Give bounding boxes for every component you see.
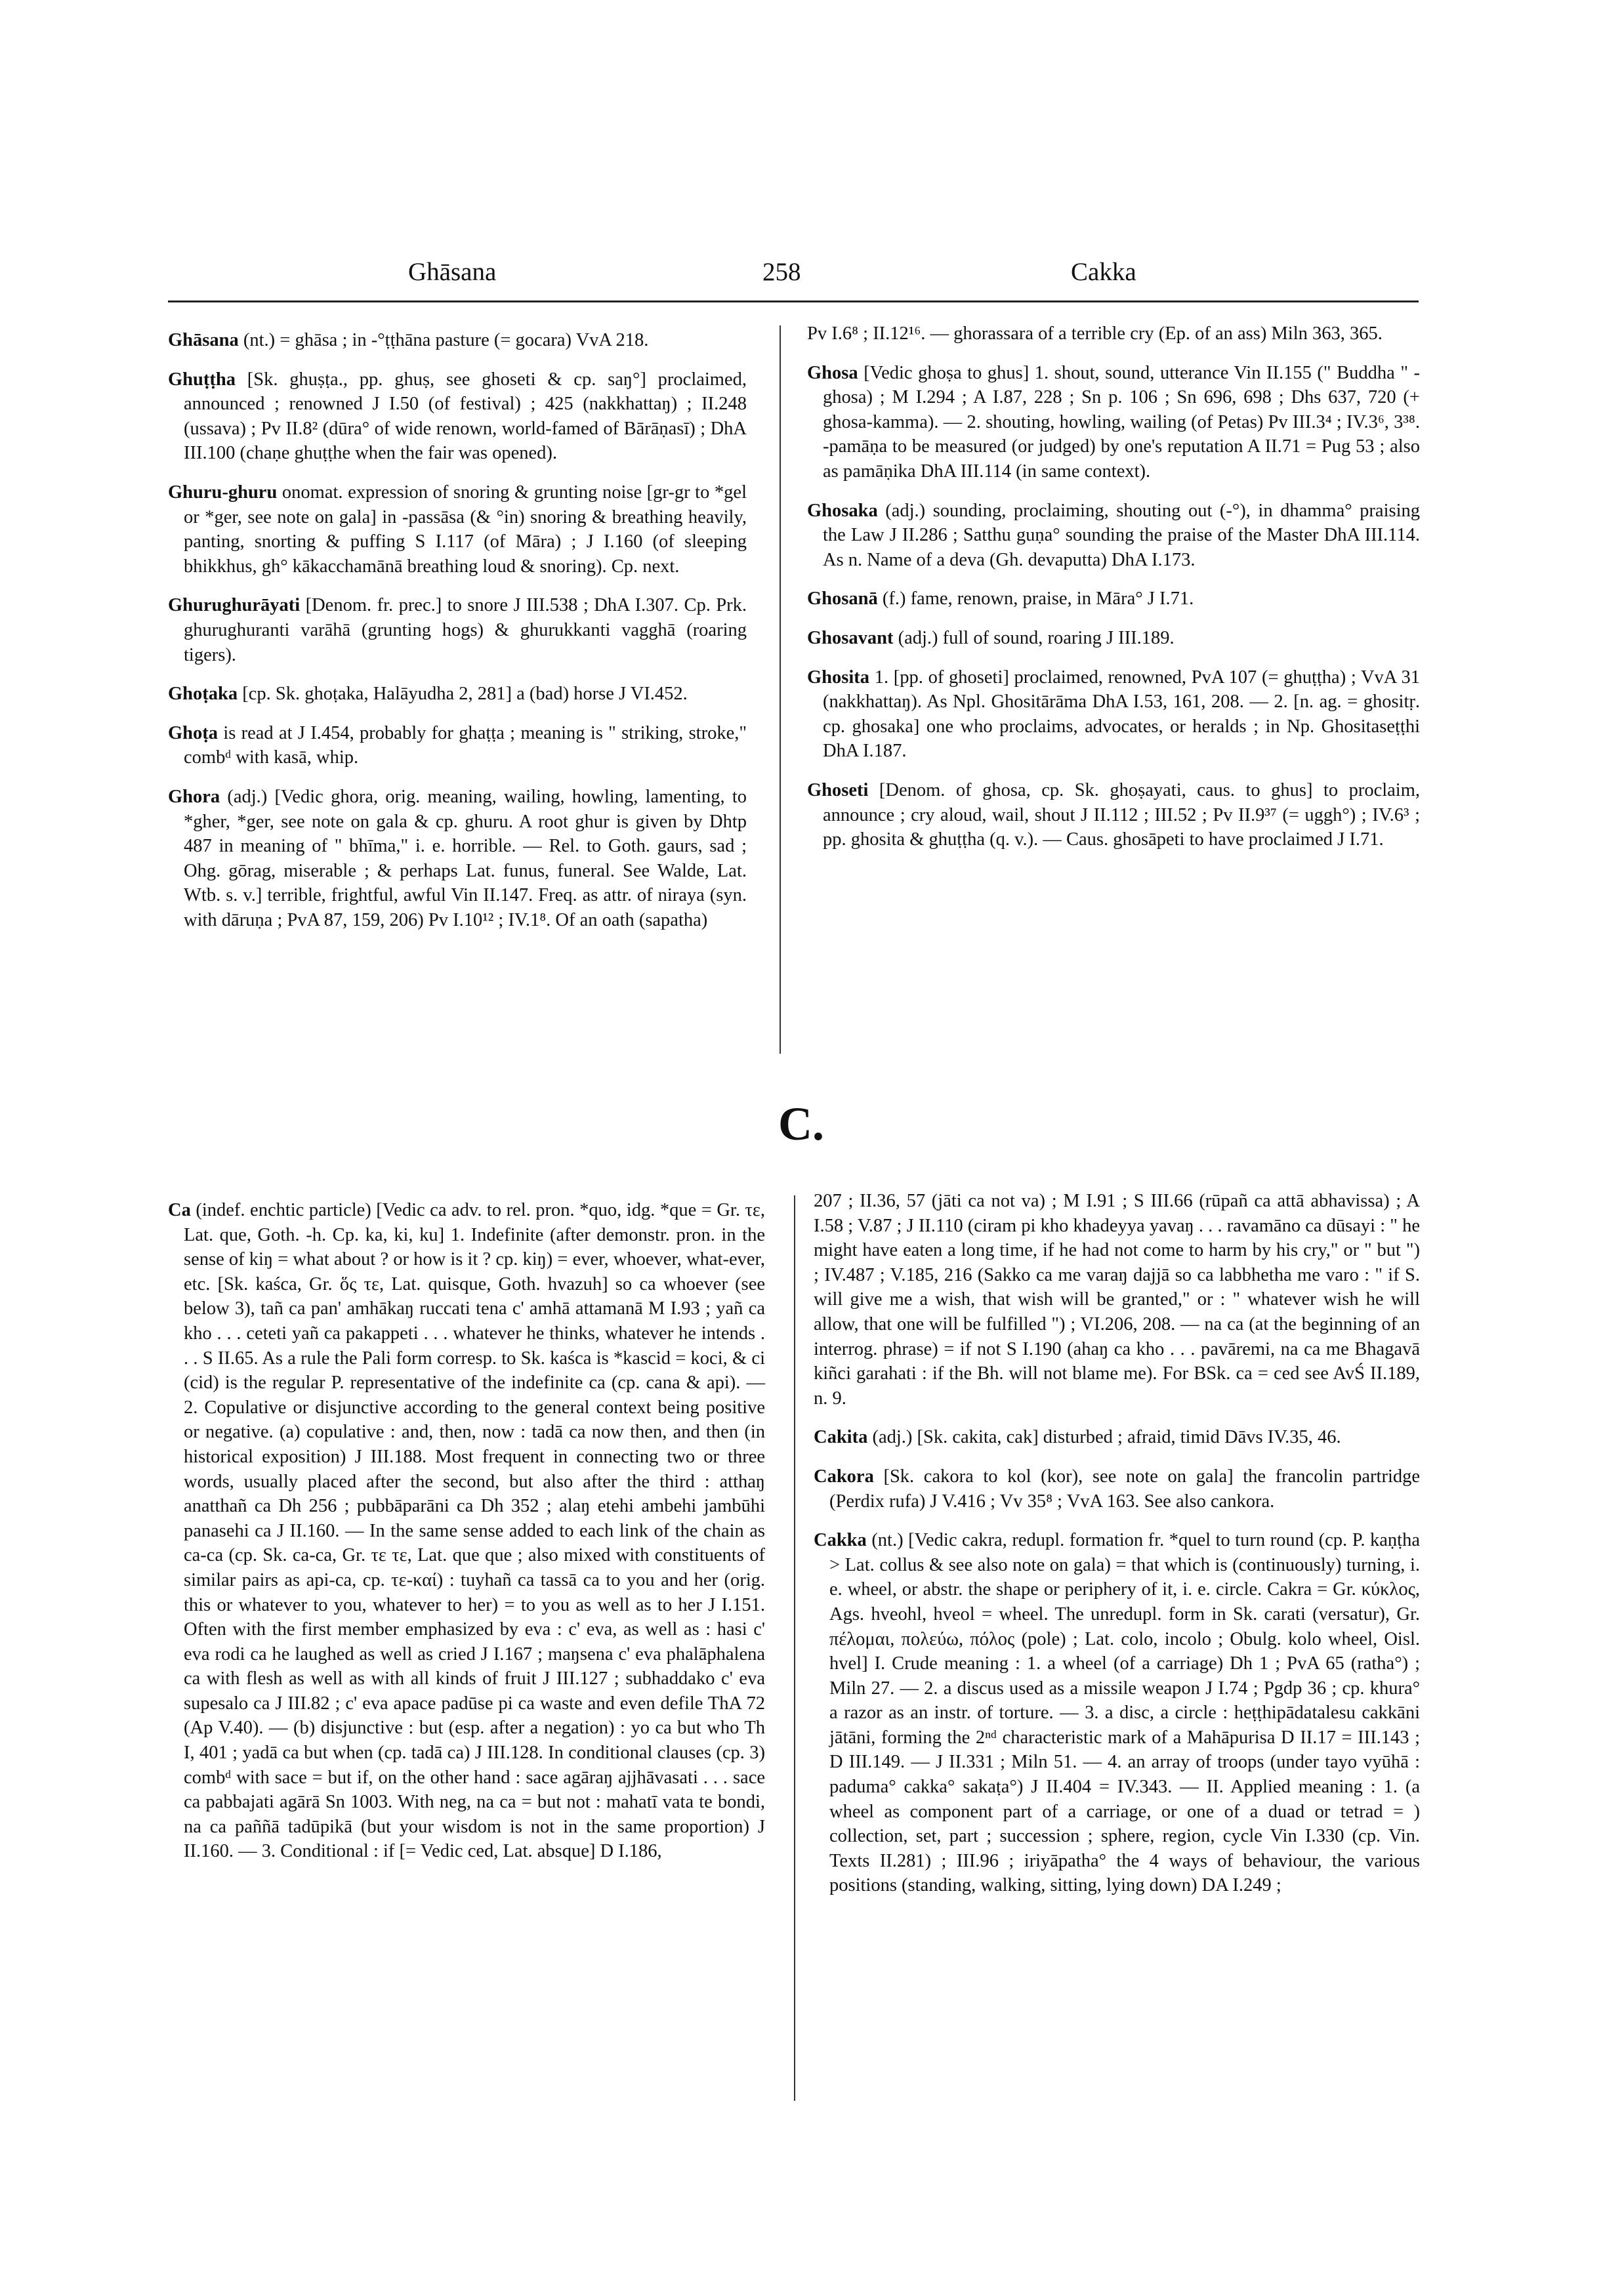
entry-headword: Ghuru-ghuru [168, 482, 278, 503]
running-head-left-word: Ghāsana [408, 258, 497, 286]
entry-body: (indef. enchtic particle) [Vedic ca adv. to rel. pron. *quo, idg. *que = Gr. τε, Lat. que, Goth. -h. Cp. ka, ki, ku] 1. Indefinite (after demonstr. pron. in the sense of kiŋ = what about ? or how is it ? cp. kiŋ) = ever, whoever, what-ever, etc. [Sk. kaśca, Gr. ὅς τε, Lat. quisque, Goth. hvazuh] so ca whoever (see below 3), tañ ca pan' amhākaŋ ruccati tena c' amhā attamanā M I.93 ; yañ ca kho . . . ceteti yañ ca pakappeti . . . whatever he thinks, whatever he intends . . . S II.65. As a rule the Pali form corresp. to Sk. kaśca is *kascid = koci, & ci (cid) is the regular P. representative of the indefinite ca (cp. cana & api). — 2. Copulative or disjunctive according to the general context being positive or negative. (a) copulative : and, then, now : tadā ca now then, and then (in historical exposition) J III.188. Most frequent in connecting two or three words, usually placed after the second, but also after the third : atthaŋ anatthañ ca Dh 256 ; pubbāparāni ca Dh 352 ; alaŋ etehi ambehi jambūhi panasehi ca J II.160. — In the same sense added to each link of the chain as ca-ca (cp. Sk. ca-ca, Gr. τε τε, Lat. que que ; also mixed with constituents of similar pairs as api-ca, cp. τε-καί) : tuyhañ ca tassā ca to you and her (orig. this or whatever to you, whatever to her) = to you as well as to her J I.151. Often with the first member emphasized by eva : c' eva, as well as : hasi c' eva rodi ca he laughed as well as cried J I.167 ; maŋsena c' eva phalāphalena ca with flesh as well as with all kinds of fruit J III.127 ; subhaddako c' eva supesalo ca J III.82 ; c' eva apace padūse pi ca waste and even defile ThA 72 (Ap V.40). — (b) disjunctive : but (esp. after a negation) : yo ca but who Th I, 401 ; yadā ca but when (cp. tadā ca) J III.128. In conditional clauses (cp. 3) combᵈ with sace = but if, on the other hand : sace agāraŋ ajjhāvasati . . . sace ca pabbajati agārā Sn 1003. With neg, na ca = but not : mahatī vata te bondi, na ca paññā tadūpikā (but your wisdom is not in the same proportion) J II.160. — 3. Conditional : if [= Vedic ced, Lat. absque] D I.186, [184, 1200, 766, 1862]
dictionary-entry [168, 367, 747, 466]
entry-body: (nt.) [Vedic cakra, redupl. formation fr. *quel to turn round (cp. P. kaṇṭha > Lat. collus & see also note on gala) = that which is (continuously) turning, i. e. wheel, or abstr. the shape or periphery of it, i. e. circle. Cakra = Gr. κύκλος, Ags. hveohl, hveol = wheel. The unredupl. form in Sk. carati (versatur), Gr. πέλομαι, πολεύω, πόλος (pole) ; Lat. colo, incolo ; Obulg. kolo wheel, Oisl. hvel] I. Crude meaning : 1. a wheel (of a carriage) Dh 1 ; PvA 65 (ratha°) ; Miln 27. — 2. a discus used as a missile weapon J I.74 ; Pgdp 36 ; cp. khura° a razor as an instr. of torture. — 3. a disc, a circle : heṭṭhipādatalesu cakkāni jātāni, forming the 2ⁿᵈ characteristic mark of a Mahāpurisa D II.17 = III.143 ; D III.149. — J II.331 ; Miln 51. — 4. an array of troops (under tayo vyūhā : paduma° cakka° sakaṭa°) J II.404 = IV.343. — II. Applied meaning : 1. (a wheel as component part of a carriage, or one of a duad or tetrad = ) collection, set, part ; succession ; sphere, region, cycle Vin I.330 (cp. Vin. Texts II.281) ; III.96 ; iriyāpatha° the 4 ways of behaviour, the various positions (standing, walking, sitting, lying down) DA I.249 ; [829, 1530, 1420, 1896]
lower-column-divider [794, 1195, 795, 2101]
dictionary-entry [168, 1198, 765, 1864]
entry-headword: Ca [168, 1200, 191, 1220]
dictionary-entry [168, 721, 747, 770]
lower-left-column [168, 1198, 765, 1878]
dictionary-entry [807, 587, 1420, 611]
running-head-right-word: Cakka [1071, 258, 1136, 286]
entry-body: [Vedic ghoṣa to ghus] 1. shout, sound, utterance Vin II.155 (" Buddha " -ghosa) ; M I.294 ; A I.87, 228 ; Sn p. 106 ; Sn 696, 698 ; Dhs 637, 720 (+ ghosa-kamma). — 2. shouting, howling, wailing (of Petas) Pv III.3⁴ ; IV.3⁶, 3³⁸. -pamāṇa to be measured (or judged) by one's reputation A II.71 = Pug 53 ; also as pamāṇika DhA III.114 (in same context). [823, 362, 1421, 482]
entry-headword: Ghosita [807, 667, 870, 688]
entry-body: is read at J I.454, probably for ghaṭṭa ; meaning is " striking, stroke," combᵈ with kasā, whip. [184, 722, 747, 768]
entry-body: [Denom. fr. prec.] to snore J III.538 ; DhA I.307. Cp. Prk. ghurughuranti varāhā (grunting hogs) & ghurukkanti vagghā (roaring tigers). [184, 595, 747, 665]
dictionary-entry [814, 1528, 1420, 1898]
entry-headword: Ghoseti [807, 779, 869, 800]
dictionary-entry [814, 1189, 1420, 1411]
entry-body: [Denom. of ghosa, cp. Sk. ghoṣayati, caus. to ghus] to proclaim, announce ; cry aloud, wail, shout J II.112 ; III.52 ; Pv II.9³⁷ (= uggh°) ; IV.6³ ; pp. ghosita & ghuṭṭha (q. v.). — Caus. ghosāpeti to have proclaimed J I.71. [823, 779, 1421, 850]
dictionary-entry [168, 593, 747, 667]
upper-right-column [807, 321, 1420, 867]
entry-body: 207 ; II.36, 57 (jāti ca not va) ; M I.91 ; S III.66 (rūpañ ca attā abhavissa) ; A I.58 ; V.87 ; J II.110 (ciram pi kho khadeyya yavaŋ . . . ravamāno ca dūsayi : " he might have eaten a long time, if he had not come to harm by his cry," or " but ") ; IV.487 ; V.185, 216 (Sakko ca me varaŋ dajjā so ca labbhetha me varo : " if S. will give me a wish, that wish will be granted," or : " whatever wish he will allow, that one will be fulfilled ") ; VI.206, 208. — na ca (at the beginning of an interrog. phrase) = if not S I.190 (ahaŋ ca kho . . . pavāremi, na ca me Bhagavā kiñci garahati : if the Bh. will not blame me). For BSk. ca = ced see AvŚ II.189, n. 9. [814, 1191, 1420, 1409]
entry-body: 1. [pp. of ghoseti] proclaimed, renowned, PvA 107 (= ghuṭṭha) ; VvA 31 (nakkhattaŋ). As Npl. Ghositārāma DhA I.53, 161, 208. — 2. [n. ag. = ghositṛ. cp. ghosaka] one who proclaims, advocates, or heralds ; in Np. Ghositaseṭṭhi DhA I.187. [823, 667, 1421, 762]
dictionary-entry [814, 1464, 1420, 1514]
entry-body: [Sk. ghuṣṭa., pp. ghuṣ, see ghoseti & cp. saŋ°] proclaimed, announced ; renowned J I.50 (of festival) ; 425 (nakkhattaŋ) ; II.248 (ussava) ; Pv II.8² (dūra° of wide renown, world-famed of Bārāṇasī) ; DhA III.100 (chaṇe ghuṭṭhe when the fair was opened). [184, 369, 747, 464]
section-letter: C. [778, 1098, 824, 1150]
entry-body: (adj.) [Vedic ghora, orig. meaning, wailing, howling, lamenting, to *gher, *ger, see note on gala & cp. ghuru. A root ghur is given by Dhtp 487 in meaning of " bhīma," i. e. horrible. — Rel. to Goth. gaurs, sad ; Ohg. gōrag, miserable ; & perhaps Lat. funus, funeral. See Walde, Lat. Wtb. s. v.] terrible, frightful, awful Vin II.147. Freq. as attr. of niraya (syn. with dāruṇa ; PvA 87, 159, 206) Pv I.10¹² ; IV.1⁸. Of an oath (sapatha) [184, 786, 747, 930]
dictionary-entry [807, 626, 1420, 651]
dictionary-entry [807, 499, 1420, 573]
entry-headword: Ghoṭa [168, 722, 219, 743]
dictionary-entry [168, 785, 747, 933]
entry-headword: Ghoṭaka [168, 684, 238, 705]
entry-headword: Ghora [168, 786, 220, 807]
entry-body: onomat. expression of snoring & grunting noise [gr-gr to *gel or *ger, see note on gala] in -passāsa (& °in) snoring & breathing heavily, panting, snorting & puffing S I.117 (of Māra) ; J I.160 (of sleeping bhikkhus, gh° kākacchamānā breathing loud & snoring). Cp. next. [184, 482, 747, 577]
entry-body: (adj.) full of sound, roaring J III.189. [898, 627, 1175, 648]
entry-headword: Ghāsana [168, 330, 239, 350]
entry-headword: Ghosanā [807, 589, 878, 610]
entry-headword: Ghurughurāyati [168, 595, 301, 616]
page-number: 258 [762, 258, 801, 286]
entry-body: [cp. Sk. ghoṭaka, Halāyudha 2, 281] a (bad) horse J VI.452. [242, 684, 688, 705]
dictionary-entry [807, 321, 1420, 346]
entry-headword: Ghuṭṭha [168, 369, 236, 390]
header-rule [168, 300, 1419, 302]
entry-body: (adj.) sounding, proclaiming, shouting out (-°), in dhamma° praising the Law J II.286 ; Satthu guṇa° sounding the praise of the Master DhA III.114. As n. Name of a deva (Gh. devaputta) DhA I.173. [823, 500, 1420, 570]
dictionary-entry [807, 778, 1420, 852]
entry-body: (f.) fame, renown, praise, in Māra° J I.71. [882, 589, 1194, 610]
entry-body: (nt.) = ghāsa ; in -°ṭṭhāna pasture (= gocara) VvA 218. [243, 330, 649, 350]
dictionary-entry [168, 682, 747, 707]
dictionary-entry [807, 665, 1420, 764]
running-head [408, 257, 1419, 297]
dictionary-entry [814, 1425, 1420, 1450]
entry-headword: Cakora [814, 1466, 874, 1487]
entry-headword: Ghosa [807, 362, 858, 383]
entry-body: [Sk. cakora to kol (kor), see note on gala] the francolin partridge (Perdix rufa) J V.416 ; Vv 35⁸ ; VvA 163. See also cankora. [829, 1466, 1421, 1512]
entry-headword: Ghosavant [807, 627, 894, 648]
dictionary-entry [168, 328, 747, 353]
upper-left-column [168, 328, 747, 947]
entry-headword: Ghosaka [807, 500, 878, 521]
upper-column-divider [780, 325, 781, 1054]
lower-right-column [814, 1189, 1420, 1912]
dictionary-entry [807, 361, 1420, 484]
entry-headword: Cakka [814, 1530, 867, 1551]
entry-body: Pv I.6⁸ ; II.12¹⁶. — ghorassara of a terrible cry (Ep. of an ass) Miln 363, 365. [807, 323, 1383, 344]
entry-body: (adj.) [Sk. cakita, cak] disturbed ; afraid, timid Dāvs IV.35, 46. [872, 1427, 1341, 1448]
entry-headword: Cakita [814, 1427, 868, 1448]
dictionary-entry [168, 480, 747, 579]
